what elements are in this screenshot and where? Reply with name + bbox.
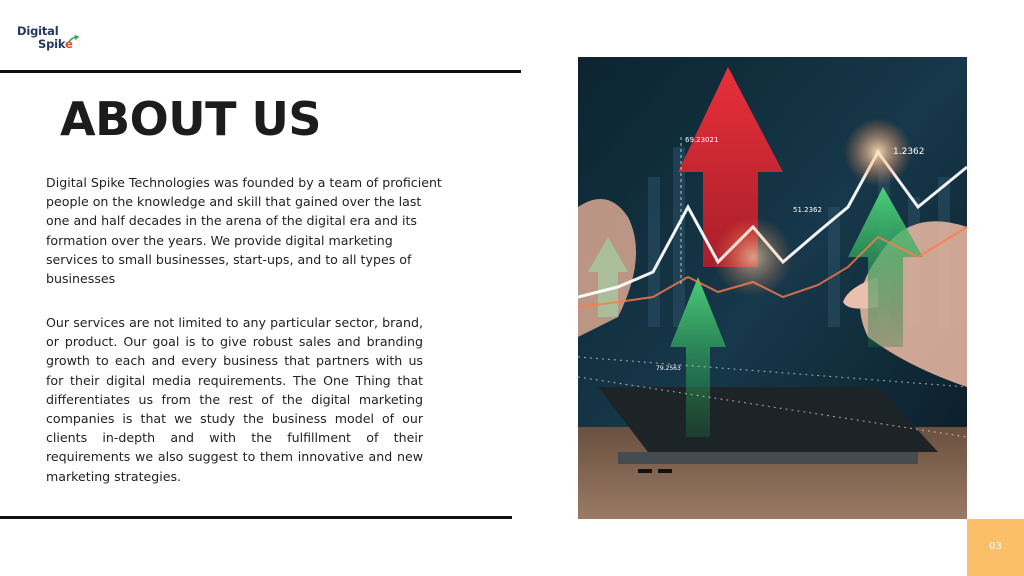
company-logo <box>17 24 87 54</box>
stock-growth-arrows-illustration <box>578 57 967 519</box>
chart-readout-2: 51.2362 <box>793 206 822 214</box>
top-divider <box>0 70 521 73</box>
logo-spike-prefix: Spik <box>38 37 65 51</box>
page-number: 03 <box>989 541 1002 552</box>
chart-readout-4: 79.2563 <box>656 365 681 372</box>
chart-readout-1: 69.23021 <box>685 136 719 144</box>
logo-spike-accent: e <box>65 37 73 51</box>
chart-readout-3: 1.2362 <box>893 147 925 157</box>
page-title: ABOUT US <box>60 92 321 146</box>
growth-chart-photo <box>578 57 967 519</box>
bottom-divider <box>0 516 512 519</box>
logo-arrow-icon <box>67 35 79 45</box>
services-paragraph: Our services are not limited to any particular sector, brand, or product. Our goal is to give robust sales and branding growth to each and every business that partners with us for their digital media requirements. The One Thing that differentiates us from the rest of the digital marketing companies is that we study the business model of our clients in-depth and with the fulfillment of their requirements we also suggest to them innovative and new marketing strategies. <box>46 315 423 484</box>
logo-word-digital: Digital <box>17 24 59 38</box>
intro-paragraph: Digital Spike Technologies was founded by a team of proficient people on the knowledge and skill that gained over the last one and half decades in the arena of the digital era and its formation over the years. We provide digital marketing services to small businesses, start-ups, and to all types of businesses <box>46 175 442 287</box>
page-number-badge <box>967 519 1024 576</box>
